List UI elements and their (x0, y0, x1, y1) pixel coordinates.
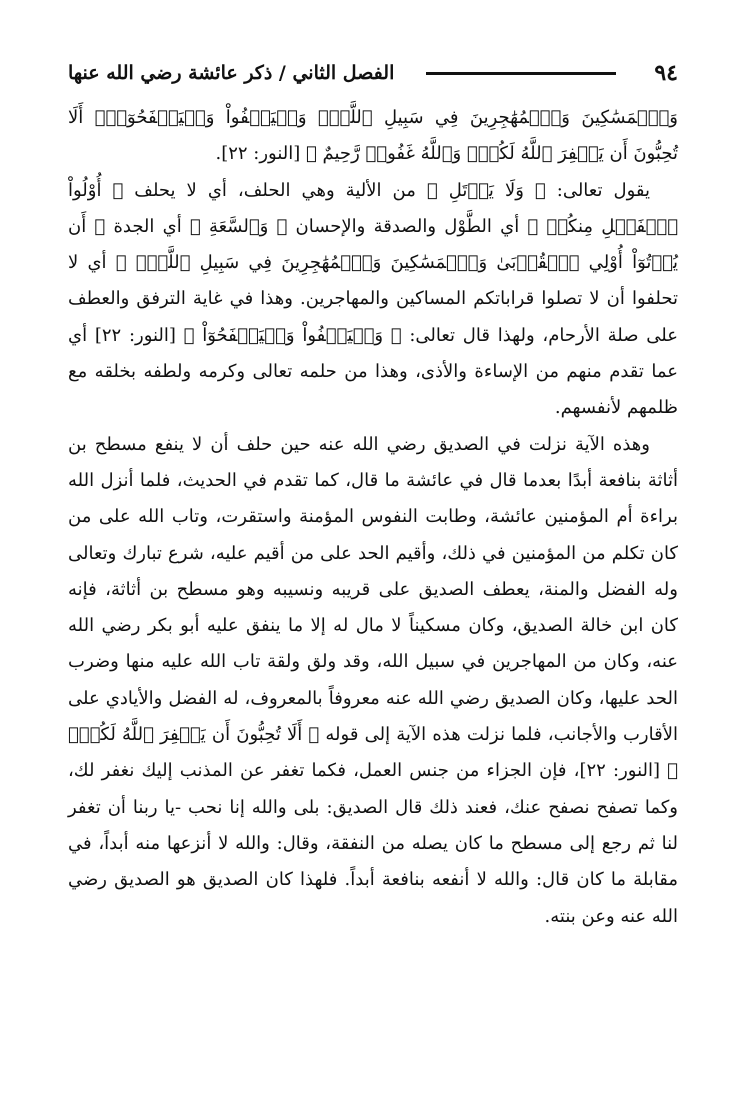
page-number: ٩٤ (654, 60, 678, 86)
tafsir-paragraph: يقول تعالى: ﴿ وَلَا يَأۡتَلِ ﴾ من الألية وهي الحلف، أي لا يحلف ﴿ أُوْلُواْ ٱلۡفَضۡلِ مِنكُمۡ ﴾ أي الطَّوْل والصدقة والإحسان ﴿ وَٱلسَّعَةِ ﴾ أي الجدة ﴿ أَن يُؤۡتُوٓاْ أُوْلِي ٱلۡقُرۡبَىٰ وَٱلۡمَسَٰكِينَ وَٱلۡمُهَٰجِرِينَ فِي سَبِيلِ ٱللَّهِۖ ﴾ أي لا تحلفوا أن لا تصلوا قراباتكم المساكين والمهاجرين. وهذا في غاية الترفق والعطف على صلة الأرحام، ولهذا قال تعالى: ﴿ وَلۡيَعۡفُواْ وَلۡيَصۡفَحُوٓاْ ﴾ [النور: ٢٢] أي عما تقدم منهم من الإساءة والأذى، وهذا من حلمه تعالى وكرمه ولطفه بخلقه مع ظلمهم لأنفسهم. (68, 179, 678, 419)
page-header (68, 58, 678, 92)
header-rule (426, 72, 616, 75)
verse-continuation: وَٱلۡمَسَٰكِينَ وَٱلۡمُهَٰجِرِينَ فِي سَبِيلِ ٱللَّهِۖ وَلۡيَعۡفُواْ وَلۡيَصۡفَحُوٓاْۗ أَلَا تُحِبُّونَ أَن يَغۡفِرَ ٱللَّهُ لَكُمۡۚ وَٱللَّهُ غَفُورٞ رَّحِيمٌ ﴾ [النور: ٢٢]. (68, 107, 678, 165)
chapter-title: الفصل الثاني / ذكر عائشة رضي الله عنها (68, 62, 395, 84)
body-text (68, 100, 678, 935)
revelation-context-paragraph: وهذه الآية نزلت في الصديق رضي الله عنه حين حلف أن لا ينفع مسطح بن أثاثة بنافعة أبدًا بعدما قال في عائشة ما قال، كما تقدم في الحديث، فلما أنزل الله براءة أم المؤمنين عائشة، وطابت النفوس المؤمنة واستقرت، وتاب الله على من كان تكلم من المؤمنين في ذلك، وأقيم الحد على من أقيم عليه، شرع تبارك وتعالى وله الفضل والمنة، يعطف الصديق على قريبه ونسيبه وهو مسطح بن أثاثة، فإنه كان ابن خالة الصديق، وكان مسكيناً لا مال له إلا ما ينفق عليه أبو بكر رضي الله عنه، وكان من المهاجرين في سبيل الله، وقد ولق ولقة تاب الله عليه منها وضرب الحد عليها، وكان الصديق رضي الله عنه معروفاً بالمعروف، له الفضل والأيادي على الأقارب والأجانب، فلما نزلت هذه الآية إلى قوله ﴿ أَلَا تُحِبُّونَ أَن يَغۡفِرَ ٱللَّهُ لَكُمۡۚ ﴾ [النور: ٢٢]، فإن الجزاء من جنس العمل، فكما تغفر عن المذنب إليك نغفر لك، وكما تصفح نصفح عنك، فعند ذلك قال الصديق: بلى والله إنا نحب -يا ربنا أن تغفر لنا ثم رجع إلى مسطح ما كان يصله من النفقة، وقال: والله لا أنزعها منه أبداً، في مقابلة ما كان قال: والله لا أنفعه بنافعة أبداً. فلهذا كان الصديق هو الصديق رضي الله عنه وعن بنته. (68, 433, 678, 927)
